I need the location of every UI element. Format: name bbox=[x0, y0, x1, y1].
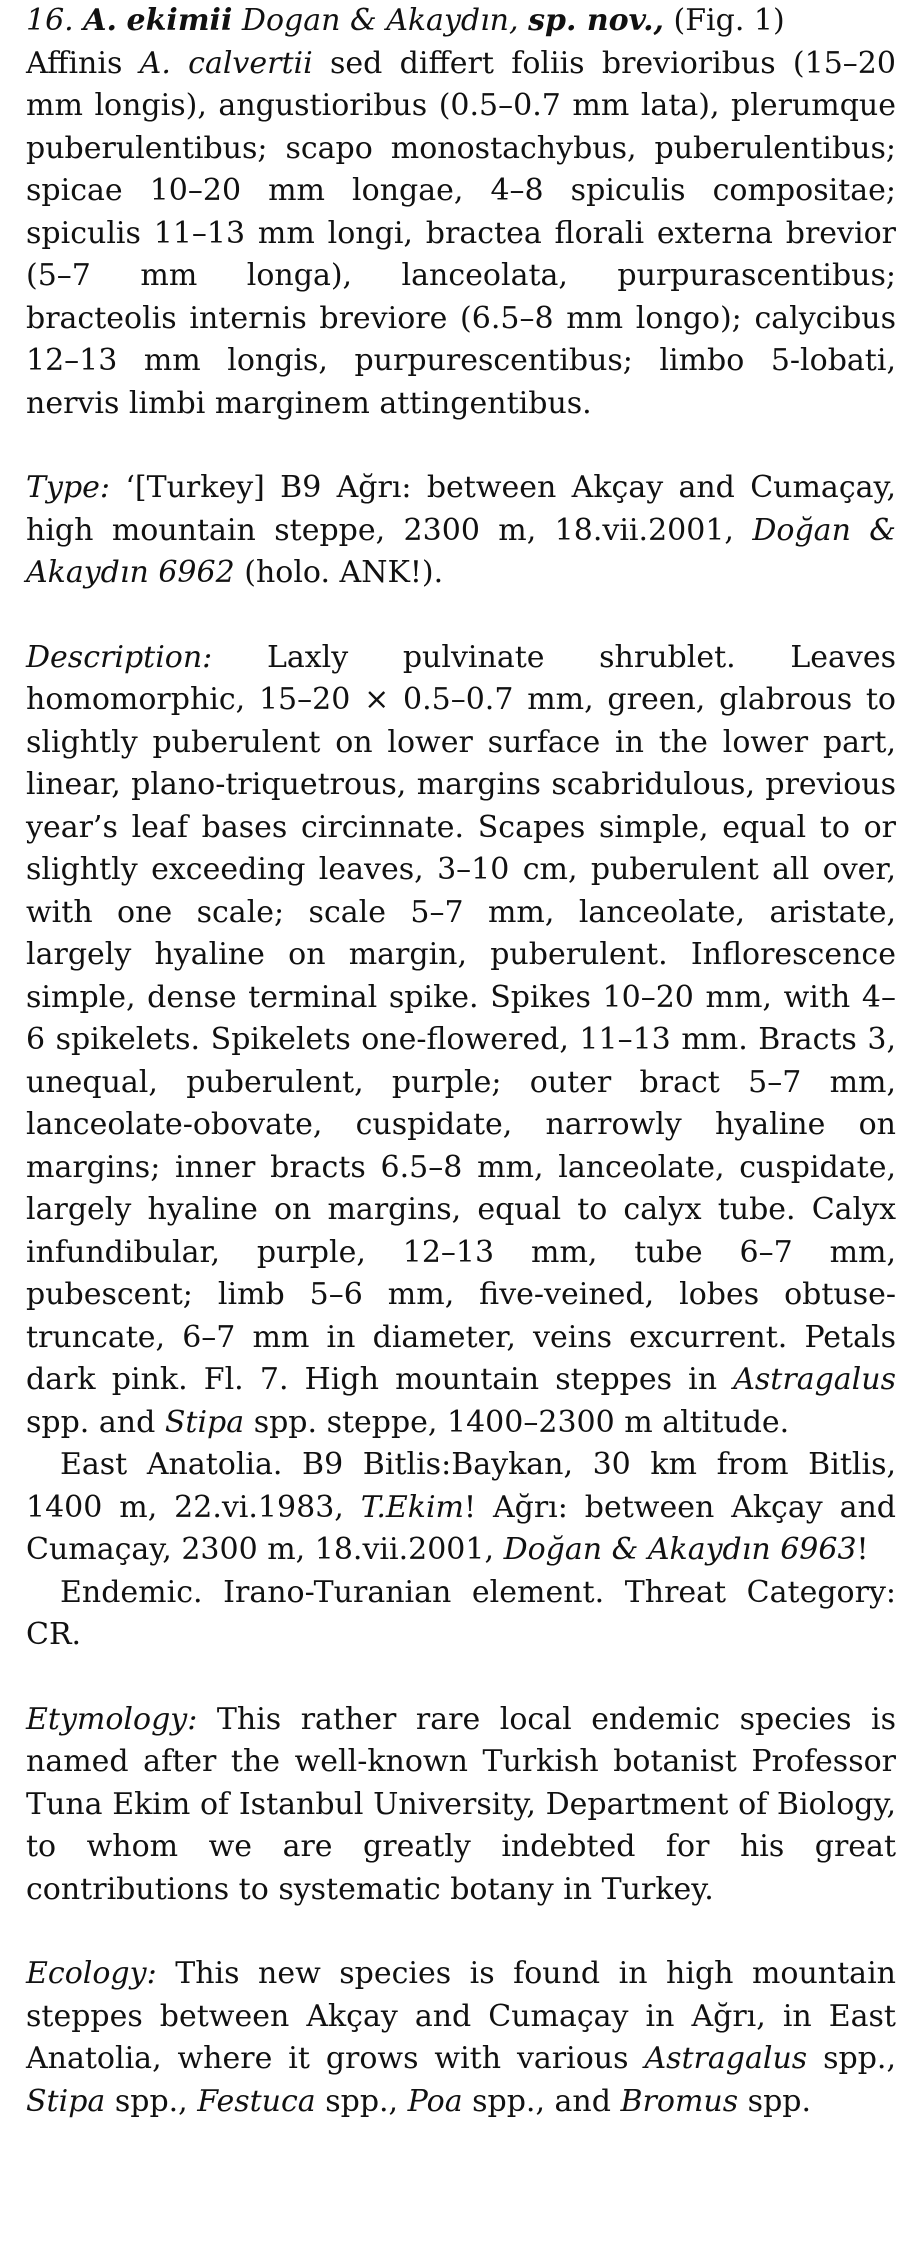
type-label: Type: bbox=[26, 470, 111, 505]
specimens-text: East Anatolia. B9 Bitlis:Baykan, 30 km from Bitlis, 1400 m, 22.vi.1983, bbox=[26, 1447, 896, 1525]
description-label: Description: bbox=[26, 639, 213, 675]
latin-diagnosis bbox=[26, 43, 896, 426]
description-text: spp. and bbox=[26, 1404, 156, 1440]
species-heading bbox=[26, 0, 896, 43]
type-text: ‘[Turkey] B9 Ağrı: between Akçay and Cumaçay, high mountain steppe, 2300 m, 18.vii.2001, bbox=[26, 470, 897, 548]
genus-name: Astragalus bbox=[644, 2041, 808, 2076]
genus-abbreviation: A. bbox=[83, 3, 117, 38]
type-paragraph bbox=[26, 467, 896, 595]
collector-name: T.Ekim bbox=[360, 1489, 464, 1525]
ecology-paragraph bbox=[26, 1953, 896, 2123]
species-epithet: ekimii bbox=[126, 3, 233, 38]
ecology-text: spp., and bbox=[472, 2083, 611, 2119]
ecology-label: Ecology: bbox=[26, 1956, 157, 1991]
species-number: 16. bbox=[26, 3, 74, 38]
figure-reference: (Fig. 1) bbox=[673, 3, 785, 38]
type-text: (holo. ANK!). bbox=[244, 555, 444, 590]
genus-name: Stipa bbox=[26, 2083, 106, 2119]
ecology-text: spp., bbox=[325, 2083, 399, 2119]
specimens-text: ! bbox=[856, 1532, 869, 1567]
diagnosis-text: sed differt foliis brevioribus (15–20 mm longis), angustioribus (0.5–0.7 mm lata), plerumque puberulentibus; scapo monostachybus, puberulentibus; spicae 10–20 mm longae, 4–8 spiculis compositae; spiculis 11–13 mm longi, bractea florali externa brevior (5–7 mm longa), lanceolata, purpurascentibus; bracteolis internis breviore (6.5–8 mm longo); calycibus 12–13 mm longis, purpurescentibus; limbo 5-lobati, nervis limbi marginem attingentibus. bbox=[26, 45, 896, 421]
etymology-text: This rather rare local endemic species is named after the well-known Turkish botanist Professor Tuna Ekim of Istanbul University, Department of Biology, to whom we are greatly indebted for his great contributions to systematic botany in Turkey. bbox=[26, 1701, 897, 1907]
genus-name: Stipa bbox=[164, 1404, 245, 1440]
collector-name: Doğan & Akaydın 6963 bbox=[503, 1532, 857, 1567]
etymology-paragraph bbox=[26, 1699, 896, 1912]
nomenclatural-status: sp. nov., bbox=[528, 3, 664, 38]
ecology-text: spp. bbox=[747, 2083, 812, 2119]
genus-name: Poa bbox=[407, 2083, 463, 2119]
ecology-text: spp., bbox=[114, 2083, 188, 2119]
ecology-text: spp., bbox=[823, 2041, 896, 2076]
diagnosis-text: Affinis bbox=[26, 45, 123, 81]
authors: Dogan & Akaydın, bbox=[241, 3, 519, 38]
related-species: A. calvertii bbox=[139, 45, 313, 81]
description-text: spp. steppe, 1400–2300 m altitude. bbox=[253, 1404, 790, 1440]
description-paragraph bbox=[26, 637, 896, 1445]
distribution-paragraph: Endemic. Irano-Turanian element. Threat Category: CR. bbox=[26, 1574, 896, 1652]
genus-name: Festuca bbox=[197, 2083, 316, 2119]
etymology-label: Etymology: bbox=[26, 1701, 198, 1737]
genus-name: Astragalus bbox=[733, 1362, 896, 1397]
ecology-text: This new species is found in high mountain steppes between Akçay and Cumaçay in Ağrı, in East Anatolia, where it grows with various bbox=[26, 1956, 896, 2076]
type-collector: Doğan & Akaydın 6962 bbox=[26, 512, 896, 590]
description-text: Laxly pulvinate shrublet. Leaves homomorphic, 15–20 × 0.5–0.7 mm, green, glabrous to slightly puberulent on lower surface in the lower part, linear, plano-triquetrous, margins scabridulous, previous year’s leaf bases circinnate. Scapes simple, equal to or slightly exceeding leaves, 3–10 cm, puberulent all over, with one scale; scale 5–7 mm, lanceolate, aristate, largely hyaline on margin, puberulent. Inflorescence simple, dense terminal spike. Spikes 10–20 mm, with 4–6 spikelets. Spikelets one-flowered, 11–13 mm. Bracts 3, unequal, puberulent, purple; outer bract 5–7 mm, lanceolate-obovate, cuspidate, narrowly hyaline on margins; inner bracts 6.5–8 mm, lanceolate, cuspidate, largely hyaline on margins, equal to calyx tube. Calyx infundibular, purple, 12–13 mm, tube 6–7 mm, pubescent; limb 5–6 mm, five-veined, lobes obtuse-truncate, 6–7 mm in diameter, veins excurrent. Petals dark pink. Fl. 7. High mountain steppes in bbox=[26, 639, 896, 1397]
specimens-text: ! Ağrı: between Akçay and Cumaçay, 2300 m, 18.vii.2001, bbox=[26, 1489, 896, 1567]
specimens-paragraph bbox=[26, 1444, 896, 1572]
genus-name: Bromus bbox=[620, 2083, 739, 2119]
